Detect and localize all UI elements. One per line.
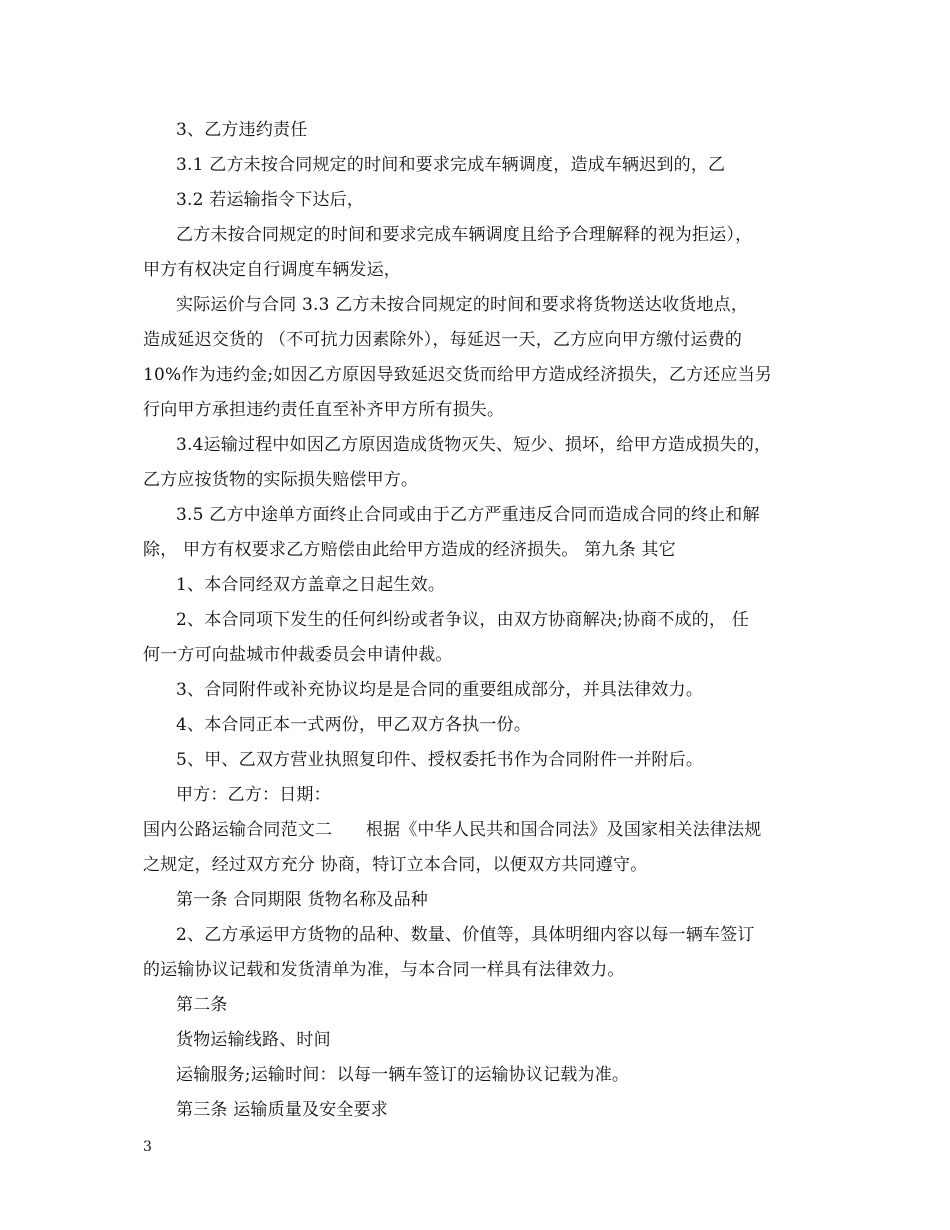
text-line: 除， 甲方有权要求乙方赔偿由此给甲方造成的经济损失。 第九条 其它: [143, 540, 676, 560]
text-line: 3.1 乙方未按合同规定的时间和要求完成车辆调度，造成车辆迟到的，乙: [176, 155, 726, 175]
text-line: 何一方可向盐城市仲裁委员会申请仲裁。: [143, 645, 453, 665]
text-line: 2、乙方承运甲方货物的品种、数量、价值等，具体明细内容以每一辆车签订: [176, 925, 755, 945]
text-line: 国内公路运输合同范文二 根据《中华人民共和国合同法》及国家相关法律法规: [143, 820, 762, 840]
text-line: 3、乙方违约责任: [176, 120, 308, 140]
text-line: 2、本合同项下发生的任何纠纷或者争议，由双方协商解决;协商不成的， 任: [176, 610, 749, 630]
text-line: 甲方有权决定自行调度车辆发运，: [143, 260, 401, 280]
text-line: 货物运输线路、时间: [176, 1030, 331, 1050]
text-line: 5、甲、乙双方营业执照复印件、授权委托书作为合同附件一并附后。: [176, 750, 704, 770]
text-line: 乙方应按货物的实际损失赔偿甲方。: [143, 470, 419, 490]
text-line: 行向甲方承担违约责任直至补齐甲方所有损失。: [143, 400, 505, 420]
text-line: 实际运价与合同 3.3 乙方未按合同规定的时间和要求将货物送达收货地点，: [176, 295, 749, 315]
text-line: 第三条 运输质量及安全要求: [176, 1100, 389, 1120]
text-line: 3.5 乙方中途单方面终止合同或由于乙方严重违反合同而造成合同的终止和解: [176, 505, 760, 525]
text-line: 4、本合同正本一式两份，甲乙双方各执一份。: [176, 715, 532, 735]
text-line: 造成延迟交货的 （不可抗力因素除外），每延迟一天，乙方应向甲方缴付运费的: [143, 330, 743, 350]
text-line: 10%作为违约金;如因乙方原因导致延迟交货而给甲方造成经济损失，乙方还应当另: [143, 365, 773, 385]
text-line: 甲方：乙方：日期：: [176, 785, 331, 805]
page-number: 3: [143, 1139, 152, 1155]
text-line: 之规定，经过双方充分 协商，特订立本合同，以便双方共同遵守。: [143, 855, 648, 875]
text-line: 的运输协议记载和发货清单为准，与本合同一样具有法律效力。: [143, 960, 625, 980]
text-line: 第一条 合同期限 货物名称及品种: [176, 890, 429, 910]
text-line: 3.4运输过程中如因乙方原因造成货物灭失、短少、损坏，给甲方造成损失的，: [176, 435, 772, 455]
text-line: 乙方未按合同规定的时间和要求完成车辆调度且给予合理解释的视为拒运），: [176, 225, 753, 245]
text-line: 3.2 若运输指令下达后，: [176, 190, 365, 210]
text-line: 1、本合同经双方盖章之日起生效。: [176, 575, 446, 595]
text-line: 3、合同附件或补充协议均是是合同的重要组成部分，并具法律效力。: [176, 680, 704, 700]
text-line: 运输服务;运输时间：以每一辆车签订的运输协议记载为准。: [176, 1065, 630, 1085]
text-line: 第二条: [176, 995, 228, 1015]
